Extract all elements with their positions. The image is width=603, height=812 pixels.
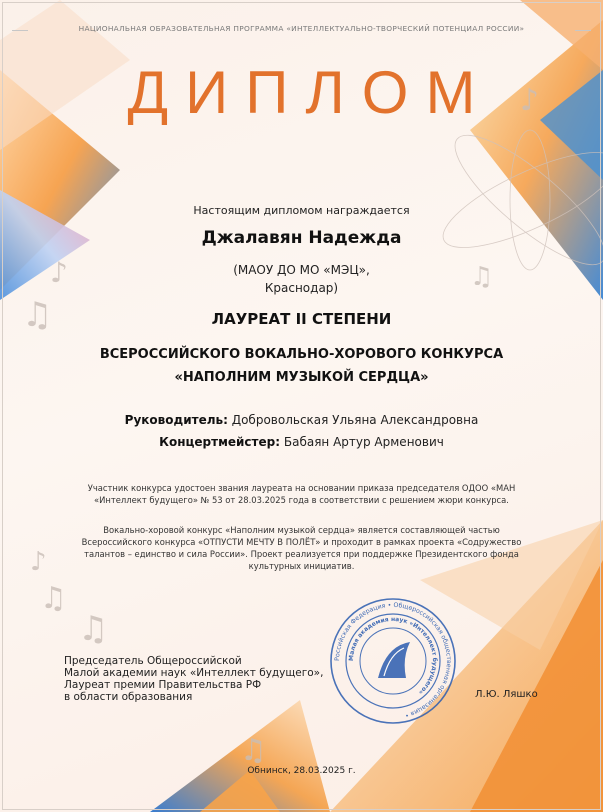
decree-note-line2: «Интеллект будущего» № 53 от 28.03.2025 года в соответствии с решением жюри конкурса.	[94, 495, 509, 505]
leader-label: Руководитель:	[124, 413, 228, 427]
place-date: Обнинск, 28.03.2025 г.	[247, 766, 356, 776]
decree-note	[0, 482, 603, 506]
project-note	[0, 524, 603, 572]
svg-text:♪: ♪	[50, 256, 68, 289]
chairman-line3: Лауреат премии Правительства РФ	[64, 679, 262, 691]
diploma-title: ДИПЛОМ	[127, 59, 493, 126]
recipient-name: Джалавян Надежда	[201, 228, 402, 248]
stamp-outer-text: Российская Федерация • Общероссийская общественная организация •	[333, 601, 453, 719]
leader-name: Добровольская Ульяна Александровна	[231, 413, 479, 427]
recipient-org-line2: Краснодар)	[264, 281, 339, 295]
svg-text:♫: ♫	[40, 581, 67, 616]
award-degree: ЛАУРЕАТ II СТЕПЕНИ	[211, 310, 392, 328]
svg-text:♪: ♪	[30, 547, 47, 577]
official-stamp	[328, 596, 458, 726]
project-note-line1: Вокально-хоровой конкурс «Наполним музыкой сердца» является составляющей частью	[103, 525, 500, 535]
svg-text:♫: ♫	[240, 733, 267, 768]
program-header: НАЦИОНАЛЬНАЯ ОБРАЗОВАТЕЛЬНАЯ ПРОГРАММА «ИНТЕЛЛЕКТУАЛЬНО-ТВОРЧЕСКИЙ ПОТЕНЦИАЛ РОССИИ»	[78, 24, 525, 33]
stamp-emblem-icon	[378, 642, 410, 678]
svg-text:♫: ♫	[470, 262, 494, 292]
svg-text:♫: ♫	[22, 295, 53, 335]
decree-note-line1: Участник конкурса удостоен звания лауреата на основании приказа председателя ОДОО «МАН	[87, 483, 516, 493]
chairman-line2: Малой академии наук «Интеллект будущего»,	[64, 667, 324, 679]
chairman-title	[64, 655, 323, 703]
project-note-line3: талантов – единство и сила России». Проект реализуется при поддержке Президентского фонда	[84, 549, 519, 559]
accompanist-label: Концертмейстер:	[159, 435, 281, 449]
contest-name-line2: «НАПОЛНИМ МУЗЫКОЙ СЕРДЦА»	[174, 370, 429, 385]
project-note-line4: культурных инициатив.	[248, 561, 355, 571]
project-note-line2: Всероссийского конкурса «ОТПУСТИ МЕЧТУ В ПОЛЁТ» и проходит в рамках проекта «Содружество	[81, 537, 522, 547]
svg-text:♪: ♪	[520, 83, 540, 118]
leader-row	[0, 413, 603, 427]
accompanist-name: Бабаян Артур Арменович	[283, 435, 444, 449]
awarded-text: Настоящим дипломом награждается	[193, 204, 410, 217]
chairman-line4: в области образования	[64, 691, 193, 703]
accompanist-row	[0, 435, 603, 449]
svg-text:♫: ♫	[78, 609, 109, 649]
recipient-org-line1: (МАОУ ДО МО «МЭЦ»,	[233, 263, 370, 277]
contest-name-line1: ВСЕРОССИЙСКОГО ВОКАЛЬНО-ХОРОВОГО КОНКУРСА	[99, 347, 504, 362]
chairman-line1: Председатель Общероссийской	[64, 655, 242, 667]
signer-name: Л.Ю. Ляшко	[475, 689, 538, 700]
stamp-inner-text: Малая академия наук «Интеллект будущего»	[347, 615, 439, 696]
